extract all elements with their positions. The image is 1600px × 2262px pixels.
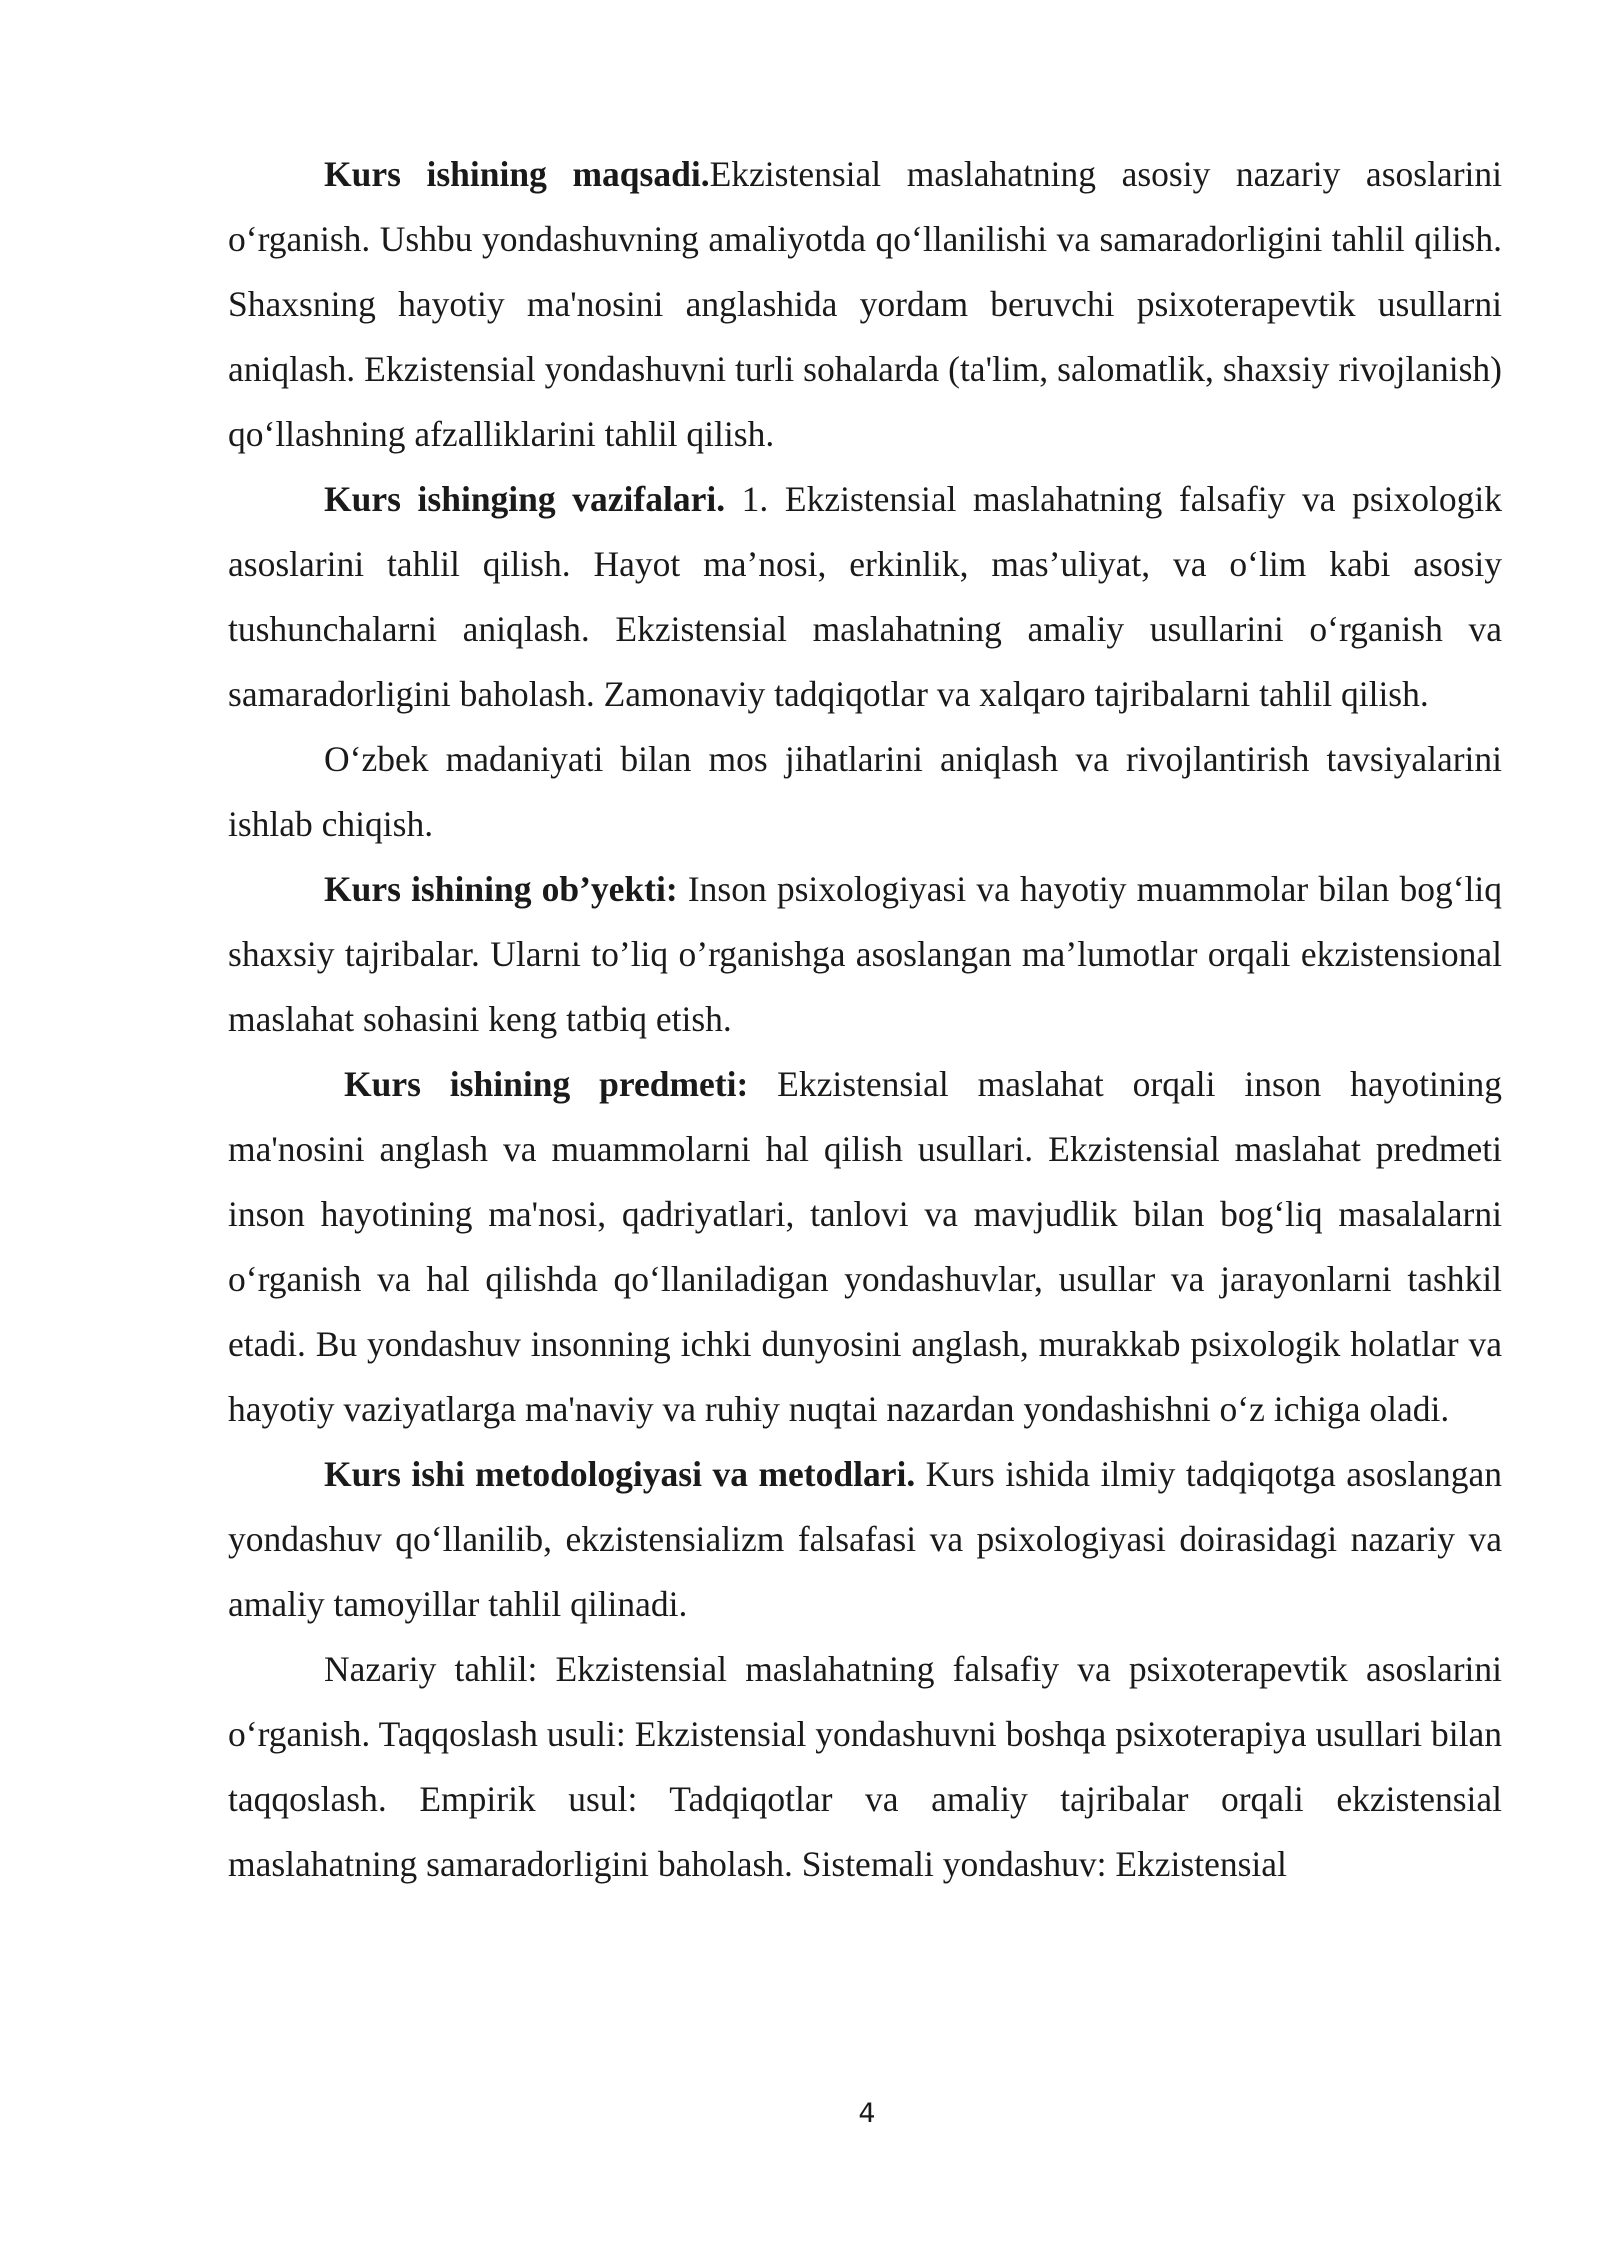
uzbek-culture-text: O‘zbek madaniyati bilan mos jihatlarini aniqlash va rivojlantirish tavsiyalarini ishlab chiqish. (228, 739, 1502, 844)
object-heading: Kurs ishining ob’yekti: (324, 869, 678, 909)
goal-heading: Kurs ishining maqsadi. (324, 154, 710, 194)
paragraph-subject (228, 1052, 1502, 1442)
subject-text: Ekzistensial maslahat orqali inson hayotining ma'nosini anglash va muammolarni hal qilish usullari. Ekzistensial maslahat predmeti inson hayotining ma'nosi, qadriyatlari, tanlovi va mavjudlik bilan bog‘liq masalalarni o‘rganish va hal qilishda qo‘llaniladigan yondashuvlar, usullar va jarayonlarni tashkil etadi. Bu yondashuv insonning ichki dunyosini anglash, murakkab psixologik holatlar va hayotiy vaziyatlarga ma'naviy va ruhiy nuqtai nazardan yondashishni o‘z ichiga oladi. (228, 1064, 1502, 1429)
paragraph-tasks (228, 467, 1502, 727)
paragraph-methodology (228, 1442, 1502, 1637)
page-body (228, 142, 1502, 1897)
subject-heading: Kurs ishining predmeti: (344, 1064, 749, 1104)
methodology-heading: Kurs ishi metodologiyasi va metodlari. (324, 1454, 916, 1494)
paragraph-goal (228, 142, 1502, 467)
methodology-text: Kurs ishida ilmiy tadqiqotga asoslangan yondashuv qo‘llanilib, ekzistensializm falsafasi va psixologiyasi doirasidagi nazariy va amaliy tamoyillar tahlil qilinadi. (228, 1454, 1503, 1624)
paragraph-object (228, 857, 1502, 1052)
tasks-heading: Kurs ishinging vazifalari. (324, 479, 726, 519)
paragraph-methods-list (228, 1637, 1502, 1897)
paragraph-uzbek-culture (228, 727, 1502, 857)
page-number: 4 (858, 2098, 876, 2129)
tasks-text: 1. Ekzistensial maslahatning falsafiy va psixologik asoslarini tahlil qilish. Hayot ma’nosi, erkinlik, mas’uliyat, va o‘lim kabi asosiy tushunchalarni aniqlash. Ekzistensial maslahatning amaliy usullarini o‘rganish va samaradorligini baholash. Zamonaviy tadqiqotlar va xalqaro tajribalarni tahlil qilish. (228, 479, 1502, 714)
goal-text: Ekzistensial maslahatning asosiy nazariy asoslarini o‘rganish. Ushbu yondashuvning amaliyotda qo‘llanilishi va samaradorligini tahlil qilish. Shaxsning hayotiy ma'nosini anglashida yordam beruvchi psixoterapevtik usullarni aniqlash. Ekzistensial yondashuvni turli sohalarda (ta'lim, salomatlik, shaxsiy rivojlanish) qo‘llashning afzalliklarini tahlil qilish. (228, 154, 1502, 454)
methods-list-text: Nazariy tahlil: Ekzistensial maslahatning falsafiy va psixoterapevtik asoslarini o‘rganish. Taqqoslash usuli: Ekzistensial yondashuvni boshqa psixoterapiya usullari bilan taqqoslash. Empirik usul: Tadqiqotlar va amaliy tajribalar orqali ekzistensial maslahatning samaradorligini baholash. Sistemali yondashuv: Ekzistensial (228, 1649, 1502, 1884)
object-text: Inson psixologiyasi va hayotiy muammolar bilan bog‘liq shaxsiy tajribalar. Ularni to’liq o’rganishga asoslangan ma’lumotlar orqali ekzistensional maslahat sohasini keng tatbiq etish. (228, 869, 1502, 1039)
